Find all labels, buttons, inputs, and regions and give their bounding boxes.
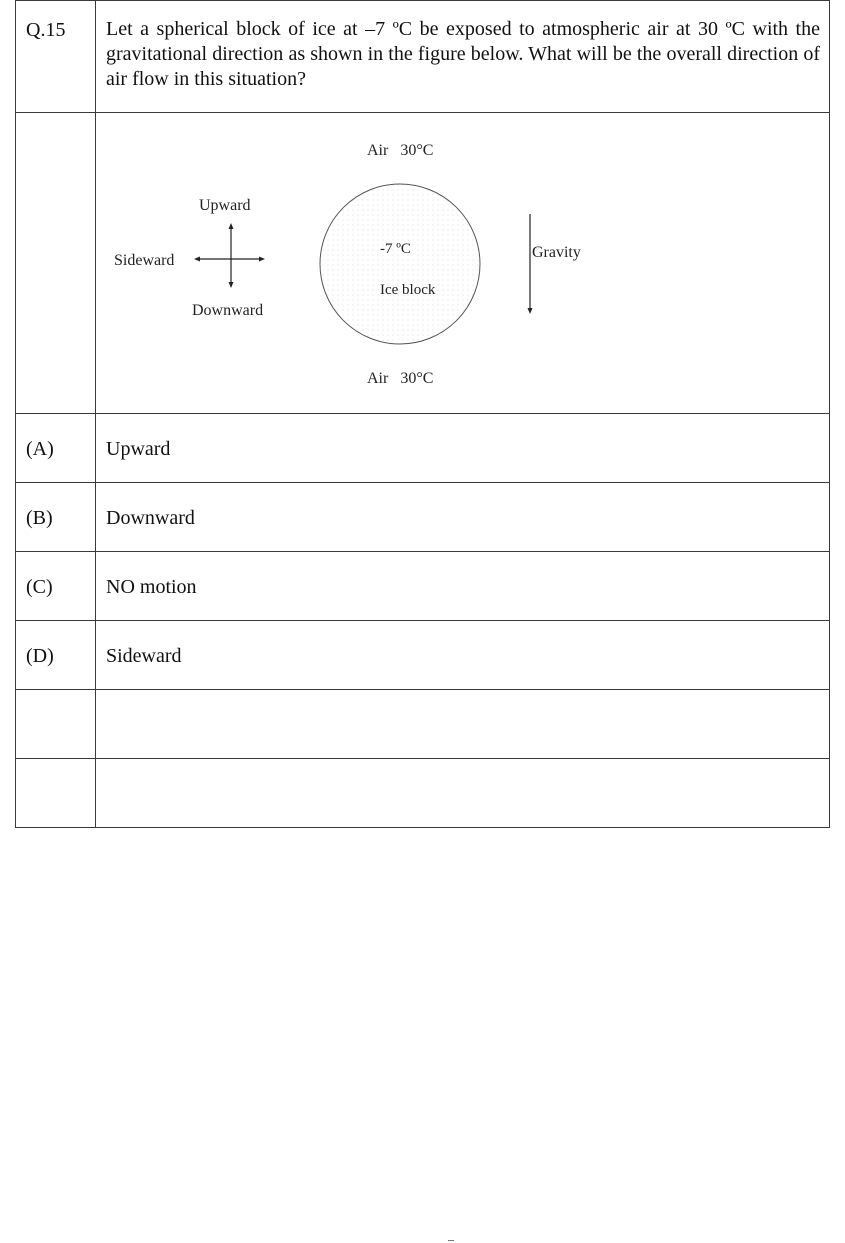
question-row <box>16 1 830 113</box>
question-table <box>15 0 830 828</box>
empty-cell <box>96 690 830 759</box>
upward-label: Upward <box>199 197 251 214</box>
option-row-d[interactable] <box>16 621 830 690</box>
down-arrowhead-icon <box>229 282 234 288</box>
question-text-cell <box>96 1 830 113</box>
figure-cell <box>96 113 830 414</box>
downward-label: Downward <box>192 302 264 319</box>
up-arrowhead-icon <box>229 223 234 229</box>
empty-cell <box>16 690 96 759</box>
option-d-label: (D) <box>26 645 54 667</box>
ice-block-circle <box>320 184 480 344</box>
footer-mark <box>448 1240 454 1241</box>
option-d-text[interactable]: Sideward <box>106 645 182 667</box>
air-top-label: Air 30°C <box>367 142 434 159</box>
figure-row <box>16 113 830 414</box>
ice-block-diagram <box>96 113 830 414</box>
sideward-label: Sideward <box>114 252 175 269</box>
empty-cell <box>96 759 830 828</box>
option-a-text[interactable]: Upward <box>106 438 171 460</box>
empty-row-1 <box>16 690 830 759</box>
ice-temperature-label: -7 ºC <box>380 241 411 257</box>
empty-row-2 <box>16 759 830 828</box>
option-row-a[interactable] <box>16 414 830 483</box>
option-b-label: (B) <box>26 507 53 529</box>
left-arrowhead-icon <box>194 257 200 262</box>
option-b-text[interactable]: Downward <box>106 507 195 529</box>
question-number-cell <box>16 1 96 113</box>
question-number: Q.15 <box>26 19 66 41</box>
option-c-label: (C) <box>26 576 53 598</box>
direction-cross <box>194 223 265 288</box>
ice-block-label: Ice block <box>380 282 436 298</box>
option-row-b[interactable] <box>16 483 830 552</box>
gravity-label: Gravity <box>532 244 581 261</box>
option-row-c[interactable] <box>16 552 830 621</box>
gravity-arrowhead-icon <box>528 308 533 314</box>
option-a-label: (A) <box>26 438 54 460</box>
air-bottom-label: Air 30°C <box>367 370 434 387</box>
right-arrowhead-icon <box>259 257 265 262</box>
option-c-text[interactable]: NO motion <box>106 576 197 598</box>
question-text: Let a spherical block of ice at –7 ºC be exposed to atmospheric air at 30 ºC with the gravitational direction as shown in the figure below. What will be the overall direction of air flow in this situation? <box>106 18 820 90</box>
figure-empty-cell <box>16 113 96 414</box>
empty-cell <box>16 759 96 828</box>
